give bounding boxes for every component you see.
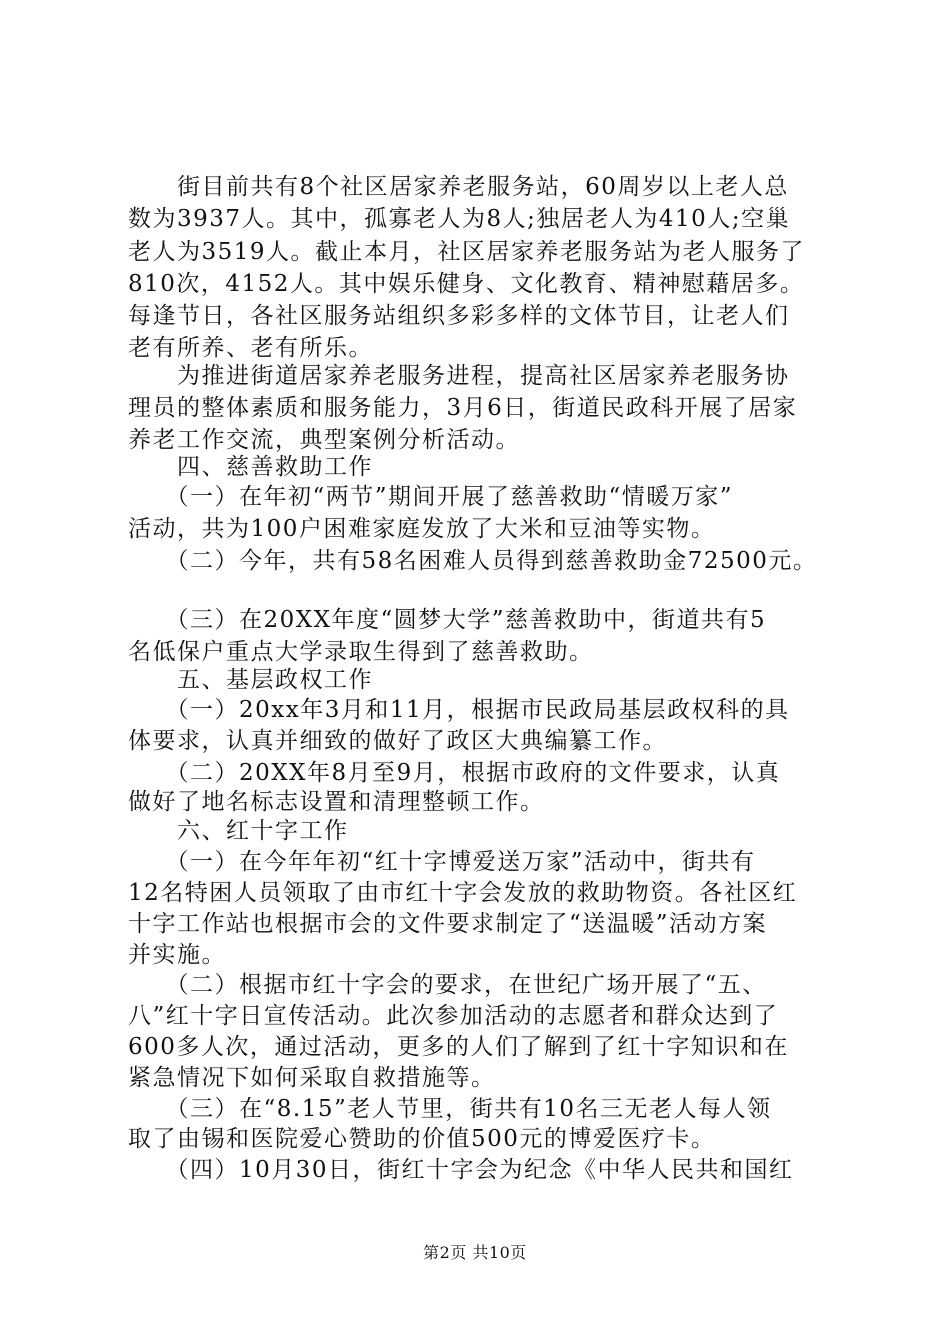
body-line: （四）10月30日，街红十字会为纪念《中华人民共和国红 [128, 1157, 794, 1183]
body-line: 数为3937人。其中，孤寡老人为8人;独居老人为410人;空巢 [128, 206, 791, 232]
body-line: 为推进街道居家养老服务进程，提高社区居家养老服务协 [128, 363, 790, 389]
body-line: 老人为3519人。截止本月，社区居家养老服务站为老人服务了 [128, 239, 806, 265]
body-line: 做好了地名标志设置和清理整顿工作。 [128, 789, 545, 815]
body-line: 养老工作交流，典型案例分析活动。 [128, 427, 520, 453]
body-line: （二）根据市红十字会的要求，在世纪广场开展了“五、 [128, 972, 767, 998]
body-line: 活动，共为100户困难家庭发放了大米和豆油等实物。 [128, 516, 716, 542]
body-line: （三）在“8.15”老人节里，街共有10名三无老人每人领 [128, 1096, 772, 1122]
body-line: （一）20xx年3月和11月，根据市民政局基层政权科的具 [128, 697, 790, 723]
body-line: 取了由锡和医院爱心赞助的价值500元的博爱医疗卡。 [128, 1126, 716, 1152]
body-line: 600多人次，通过活动，更多的人们了解到了红十字知识和在 [128, 1034, 789, 1060]
section-heading: 五、基层政权工作 [128, 667, 373, 693]
body-line: （二）20XX年8月至9月，根据市政府的文件要求，认真 [128, 760, 781, 786]
page-footer: 第2页 共10页 [423, 1243, 527, 1262]
body-line: 八”红十字日宣传活动。此次参加活动的志愿者和群众达到了 [128, 1003, 779, 1029]
body-line: （一）在年初“两节”期间开展了慈善救助“情暖万家” [128, 484, 734, 510]
body-line: 街目前共有8个社区居家养老服务站，60周岁以上老人总 [128, 174, 789, 200]
body-line: 体要求，认真并细致的做好了政区大典编纂工作。 [128, 728, 667, 754]
body-line: 并实施。 [128, 942, 226, 968]
body-line: （二）今年，共有58名困难人员得到慈善救助金72500元。 [128, 548, 818, 574]
body-line: 老有所养、老有所乐。 [128, 335, 373, 361]
body-line: 理员的整体素质和服务能力，3月6日，街道民政科开展了居家 [128, 395, 798, 421]
body-line: 十字工作站也根据市会的文件要求制定了“送温暖”活动方案 [128, 911, 768, 937]
body-line: （三）在20XX年度“圆梦大学”慈善救助中，街道共有5 [128, 607, 767, 633]
body-line: 名低保户重点大学录取生得到了慈善救助。 [128, 639, 594, 665]
section-heading: 四、慈善救助工作 [128, 454, 373, 480]
section-heading: 六、红十字工作 [128, 818, 349, 844]
body-line: 12名特困人员领取了由市红十字会发放的救助物资。各社区红 [128, 880, 798, 906]
body-line: 810次，4152人。其中娱乐健身、文化教育、精神慰藉居多。 [128, 271, 805, 297]
body-line: 紧急情况下如何采取自救措施等。 [128, 1065, 496, 1091]
body-line: 每逢节日，各社区服务站组织多彩多样的文体节目，让老人们 [128, 303, 790, 329]
body-line: （一）在今年年初“红十字博爱送万家”活动中，街共有 [128, 849, 756, 875]
